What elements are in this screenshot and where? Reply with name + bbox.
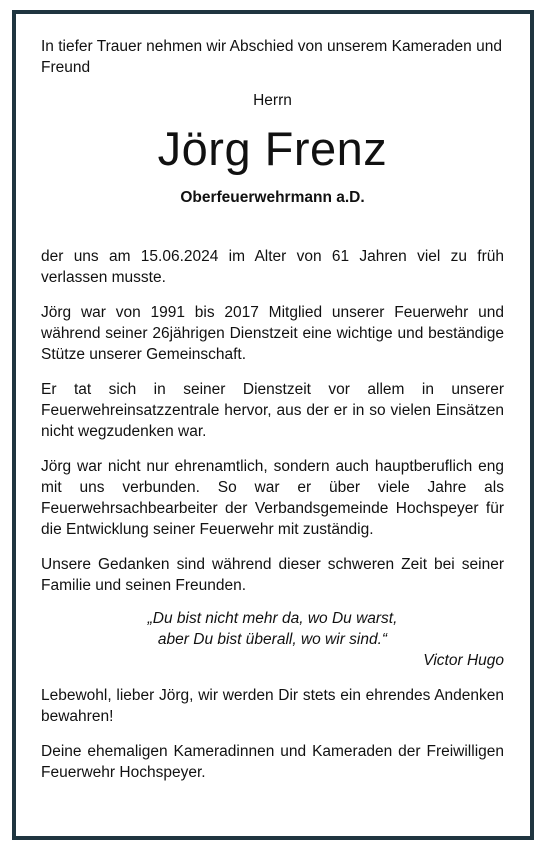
paragraph-membership: Jörg war von 1991 bis 2017 Mitglied unserer Feuerwehr und während seiner 26jährigen Dienstzeit eine wichtige und beständige Stütze unserer Gemeinschaft.	[41, 304, 504, 363]
paragraph-operations-center: Er tat sich in seiner Dienstzeit vor allem in unserer Feuerwehreinsatzzentrale hervor, aus der er in so vielen Einsätzen nicht wegzudenken war.	[41, 381, 504, 440]
salutation: Herrn	[253, 92, 292, 109]
intro-text: In tiefer Trauer nehmen wir Abschied von unserem Kameraden und Freund	[41, 38, 502, 76]
obituary-content	[41, 36, 504, 783]
quote-line-2: aber Du bist überall, wo wir sind.“	[157, 631, 388, 648]
signature-text: Deine ehemaligen Kameradinnen und Kameraden der Freiwilligen Feuerwehr Hochspeyer.	[41, 743, 504, 781]
paragraph-death-notice: der uns am 15.06.2024 im Alter von 61 Jahren viel zu früh verlassen musste.	[41, 248, 504, 286]
deceased-rank: Oberfeuerwehrmann a.D.	[180, 189, 365, 206]
quote-block	[41, 608, 504, 671]
paragraph-professional: Jörg war nicht nur ehrenamtlich, sondern auch hauptberuflich eng mit uns verbunden. So war er über viele Jahre als Feuerwehrsachbearbeiter der Verbandsgemeinde Hochspeyer für die Entwicklung seiner Feuerwehr mit zuständig.	[41, 458, 504, 538]
farewell-text: Lebewohl, lieber Jörg, wir werden Dir stets ein ehrendes Andenken bewahren!	[41, 687, 504, 725]
quote-line-1: „Du bist nicht mehr da, wo Du warst,	[147, 610, 398, 627]
deceased-name: Jörg Frenz	[157, 122, 388, 175]
quote-author: Victor Hugo	[423, 652, 504, 669]
paragraph-condolences: Unsere Gedanken sind während dieser schweren Zeit bei seiner Familie und seinen Freunden.	[41, 556, 504, 594]
